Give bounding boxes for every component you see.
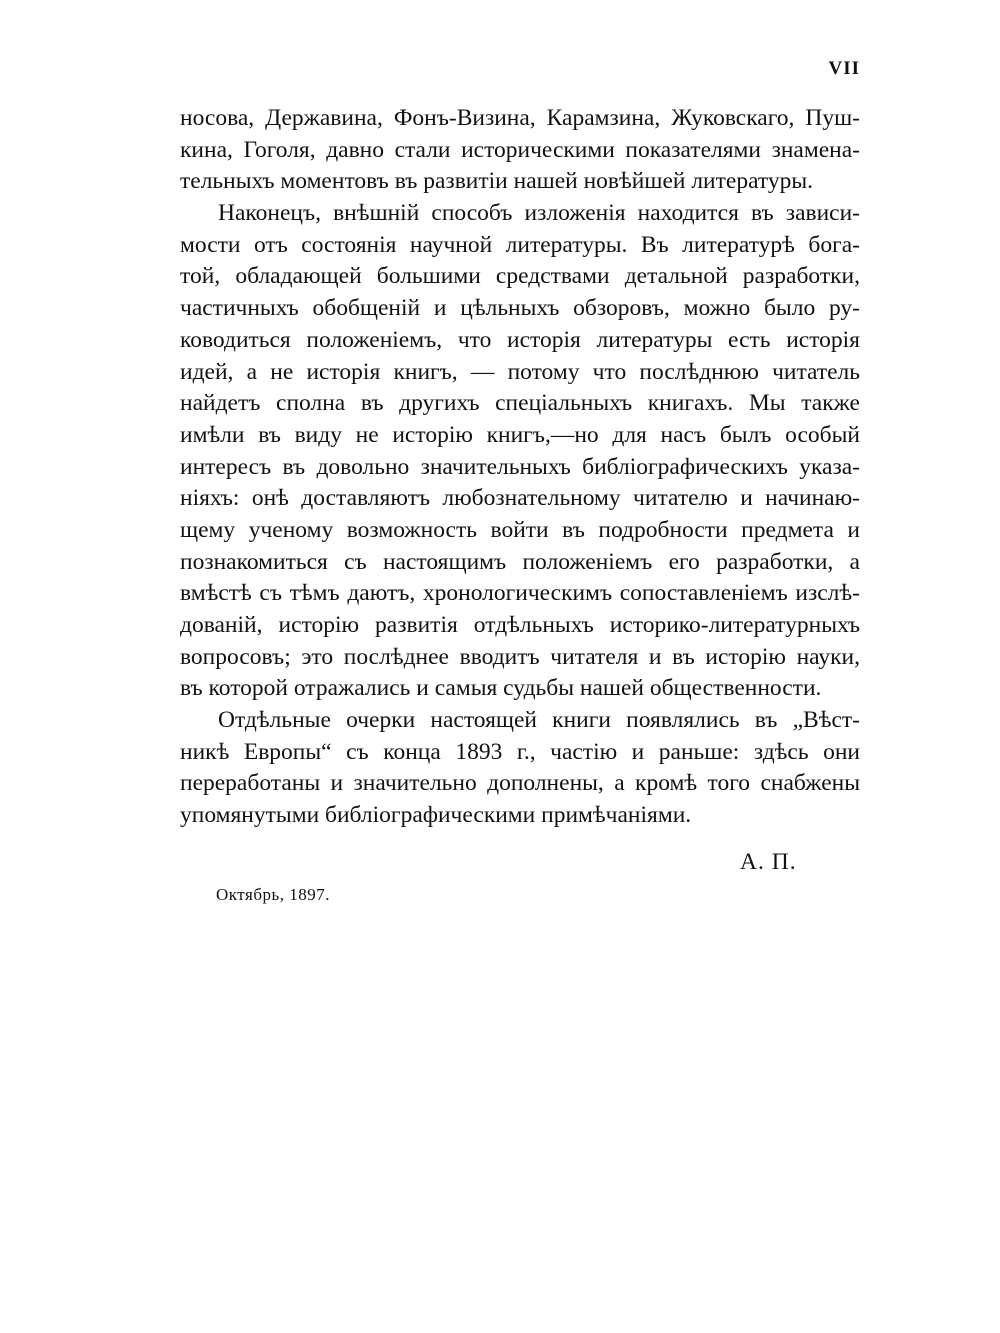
- text-line: частичныхъ обобщеній и цѣльныхъ обзоровъ, можно было ру-: [180, 295, 860, 322]
- text-line: тельныхъ моментовъ въ развитіи нашей новѣйшей литературы.: [180, 168, 814, 195]
- body-text: [180, 103, 860, 832]
- text-line: имѣли въ виду не исторію книгъ,—но для насъ былъ особый: [180, 421, 860, 448]
- text-line: кина, Гоголя, давно стали историческими показателями знамена-: [180, 136, 860, 163]
- text-line: идей, а не исторія книгъ, — потому что послѣднюю читатель: [180, 358, 860, 385]
- text-line: вмѣстѣ съ тѣмъ даютъ, хронологическимъ сопоставленіемъ изслѣ-: [180, 580, 860, 607]
- author-signature: А. П.: [740, 849, 797, 875]
- text-line: никѣ Европы“ съ конца 1893 г., частію и раньше: здѣсь они: [180, 738, 860, 765]
- text-line: носова, Державина, Фонъ-Визина, Карамзина, Жуковскаго, Пуш-: [180, 105, 860, 131]
- text-line: въ которой отражались и самыя судьбы нашей общественности.: [180, 675, 822, 702]
- text-line: ководиться положеніемъ, что исторія литературы есть исторія: [180, 326, 860, 353]
- text-line: переработаны и значительно дополнены, а кромѣ того снабжены: [180, 770, 860, 797]
- text-line: дованій, исторію развитія отдѣльныхъ историко-литературныхъ: [180, 612, 860, 638]
- text-line: упомянутыми библіографическими примѣчаніями.: [180, 802, 692, 829]
- text-line: мости отъ состоянія научной литературы. Въ литературѣ бога-: [180, 231, 860, 258]
- text-line: вопросовъ; это послѣднее вводитъ читателя и въ исторію науки,: [180, 643, 860, 670]
- text-line: той, обладающей большими средствами детальной разработки,: [180, 263, 860, 290]
- text-line: Наконецъ, внѣшній способъ изложенія находится въ завиcи-: [218, 200, 860, 227]
- text-line: познакомиться съ настоящимъ положеніемъ его разработки, а: [180, 548, 860, 575]
- page-number: VII: [828, 58, 860, 79]
- text-line: Отдѣльные очерки настоящей книги появлялись въ „Вѣст-: [218, 707, 860, 734]
- date-line: Октябрь, 1897.: [216, 885, 330, 904]
- text-line: найдетъ сполна въ другихъ спеціальныхъ книгахъ. Мы также: [180, 390, 860, 417]
- text-line: интересъ въ довольно значительныхъ библіографическихъ указа-: [180, 453, 860, 480]
- text-line: щему ученому возможность войти въ подробности предмета и: [180, 516, 860, 543]
- text-line: ніяхъ: онѣ доставляютъ любознательному читателю и начинаю-: [180, 485, 860, 512]
